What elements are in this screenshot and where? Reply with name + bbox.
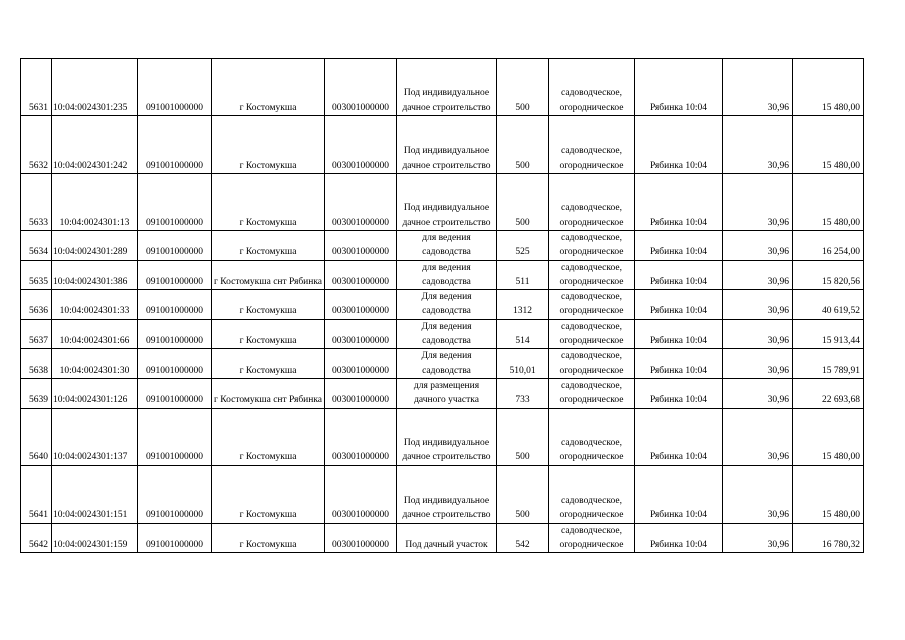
cadastral-number: 10:04:0024301:137 [52,408,138,465]
locality: г Костомукша [212,408,325,465]
code-2: 003001000000 [325,174,397,231]
code-2: 003001000000 [325,408,397,465]
cadastral-value: 15 789,91 [793,349,864,379]
table-row [21,174,864,231]
cadastral-value: 16 780,32 [793,523,864,553]
area: 511 [497,260,549,290]
land-use-purpose: Для ведения садоводства [397,349,497,379]
rate: 30,96 [723,59,793,116]
cadastral-value: 15 480,00 [793,116,864,174]
code-1: 091001000000 [138,408,212,465]
code-2: 003001000000 [325,319,397,349]
land-use-purpose: Под дачный участок [397,523,497,553]
land-category: садоводческое, огородническое [549,59,635,116]
land-category: садоводческое, огородническое [549,319,635,349]
row-number: 5637 [21,319,52,349]
cadastral-number: 10:04:0024301:159 [52,523,138,553]
table-row [21,349,864,379]
cadastral-number: 10:04:0024301:30 [52,349,138,379]
zone: Рябинка 10:04 [635,174,723,231]
cadastral-number: 10:04:0024301:66 [52,319,138,349]
table-row [21,378,864,408]
row-number: 5634 [21,231,52,261]
locality: г Костомукша [212,174,325,231]
code-2: 003001000000 [325,465,397,523]
code-1: 091001000000 [138,523,212,553]
table-row [21,319,864,349]
table-row [21,290,864,320]
code-2: 003001000000 [325,378,397,408]
land-use-purpose: для ведения садоводства [397,260,497,290]
area: 500 [497,174,549,231]
code-2: 003001000000 [325,116,397,174]
zone: Рябинка 10:04 [635,59,723,116]
cadastral-value: 15 480,00 [793,59,864,116]
zone: Рябинка 10:04 [635,290,723,320]
code-2: 003001000000 [325,290,397,320]
row-number: 5640 [21,408,52,465]
area: 510,01 [497,349,549,379]
land-category: садоводческое, огородническое [549,378,635,408]
row-number: 5639 [21,378,52,408]
area: 525 [497,231,549,261]
zone: Рябинка 10:04 [635,523,723,553]
rate: 30,96 [723,174,793,231]
zone: Рябинка 10:04 [635,378,723,408]
cadastral-number: 10:04:0024301:151 [52,465,138,523]
locality: г Костомукша [212,465,325,523]
row-number: 5631 [21,59,52,116]
land-use-purpose: Для ведения садоводства [397,319,497,349]
row-number: 5633 [21,174,52,231]
row-number: 5641 [21,465,52,523]
table-row [21,408,864,465]
code-1: 091001000000 [138,116,212,174]
rate: 30,96 [723,116,793,174]
code-2: 003001000000 [325,523,397,553]
code-2: 003001000000 [325,260,397,290]
code-1: 091001000000 [138,290,212,320]
cadastral-value: 15 820,56 [793,260,864,290]
rate: 30,96 [723,408,793,465]
rate: 30,96 [723,465,793,523]
area: 500 [497,59,549,116]
area: 1312 [497,290,549,320]
code-2: 003001000000 [325,349,397,379]
cadastral-number: 10:04:0024301:13 [52,174,138,231]
cadastral-value: 15 480,00 [793,174,864,231]
area: 500 [497,116,549,174]
zone: Рябинка 10:04 [635,349,723,379]
code-1: 091001000000 [138,174,212,231]
zone: Рябинка 10:04 [635,408,723,465]
land-use-purpose: Под индивидуальное дачное строительство [397,408,497,465]
table-row [21,116,864,174]
code-1: 091001000000 [138,260,212,290]
rate: 30,96 [723,378,793,408]
code-1: 091001000000 [138,378,212,408]
zone: Рябинка 10:04 [635,465,723,523]
zone: Рябинка 10:04 [635,231,723,261]
locality: г Костомукша [212,231,325,261]
rate: 30,96 [723,319,793,349]
land-use-purpose: Под индивидуальное дачное строительство [397,465,497,523]
cadastral-number: 10:04:0024301:235 [52,59,138,116]
locality: г Костомукша [212,116,325,174]
locality: г Костомукша [212,523,325,553]
rate: 30,96 [723,290,793,320]
row-number: 5635 [21,260,52,290]
locality: г Костомукша снт Рябинка [212,260,325,290]
land-registry-table [20,58,864,553]
locality: г Костомукша снт Рябинка [212,378,325,408]
zone: Рябинка 10:04 [635,260,723,290]
locality: г Костомукша [212,59,325,116]
land-use-purpose: Для ведения садоводства [397,290,497,320]
land-use-purpose: для ведения садоводства [397,231,497,261]
rate: 30,96 [723,349,793,379]
land-category: садоводческое, огородническое [549,290,635,320]
cadastral-number: 10:04:0024301:33 [52,290,138,320]
code-2: 003001000000 [325,231,397,261]
land-category: садоводческое, огородническое [549,408,635,465]
table-row [21,523,864,553]
land-category: садоводческое, огородническое [549,231,635,261]
land-category: садоводческое, огородническое [549,116,635,174]
land-category: садоводческое, огородническое [549,465,635,523]
locality: г Костомукша [212,290,325,320]
cadastral-value: 15 480,00 [793,408,864,465]
code-1: 091001000000 [138,231,212,261]
land-use-purpose: Под индивидуальное дачное строительство [397,59,497,116]
land-use-purpose: для размещения дачного участка [397,378,497,408]
table-row [21,59,864,116]
row-number: 5642 [21,523,52,553]
area: 733 [497,378,549,408]
code-1: 091001000000 [138,465,212,523]
code-1: 091001000000 [138,349,212,379]
land-category: садоводческое, огородническое [549,260,635,290]
cadastral-number: 10:04:0024301:289 [52,231,138,261]
area: 500 [497,465,549,523]
cadastral-number: 10:04:0024301:242 [52,116,138,174]
cadastral-value: 15 913,44 [793,319,864,349]
row-number: 5638 [21,349,52,379]
locality: г Костомукша [212,319,325,349]
area: 514 [497,319,549,349]
table-row [21,231,864,261]
land-category: садоводческое, огородническое [549,523,635,553]
land-use-purpose: Под индивидуальное дачное строительство [397,116,497,174]
area: 542 [497,523,549,553]
code-1: 091001000000 [138,319,212,349]
land-use-purpose: Под индивидуальное дачное строительство [397,174,497,231]
area: 500 [497,408,549,465]
code-1: 091001000000 [138,59,212,116]
table-row [21,260,864,290]
rate: 30,96 [723,231,793,261]
table-row [21,465,864,523]
rate: 30,96 [723,260,793,290]
cadastral-value: 15 480,00 [793,465,864,523]
cadastral-value: 40 619,52 [793,290,864,320]
rate: 30,96 [723,523,793,553]
zone: Рябинка 10:04 [635,319,723,349]
land-category: садоводческое, огородническое [549,174,635,231]
code-2: 003001000000 [325,59,397,116]
land-category: садоводческое, огородническое [549,349,635,379]
row-number: 5636 [21,290,52,320]
cadastral-value: 22 693,68 [793,378,864,408]
zone: Рябинка 10:04 [635,116,723,174]
cadastral-number: 10:04:0024301:386 [52,260,138,290]
cadastral-number: 10:04:0024301:126 [52,378,138,408]
cadastral-value: 16 254,00 [793,231,864,261]
row-number: 5632 [21,116,52,174]
locality: г Костомукша [212,349,325,379]
